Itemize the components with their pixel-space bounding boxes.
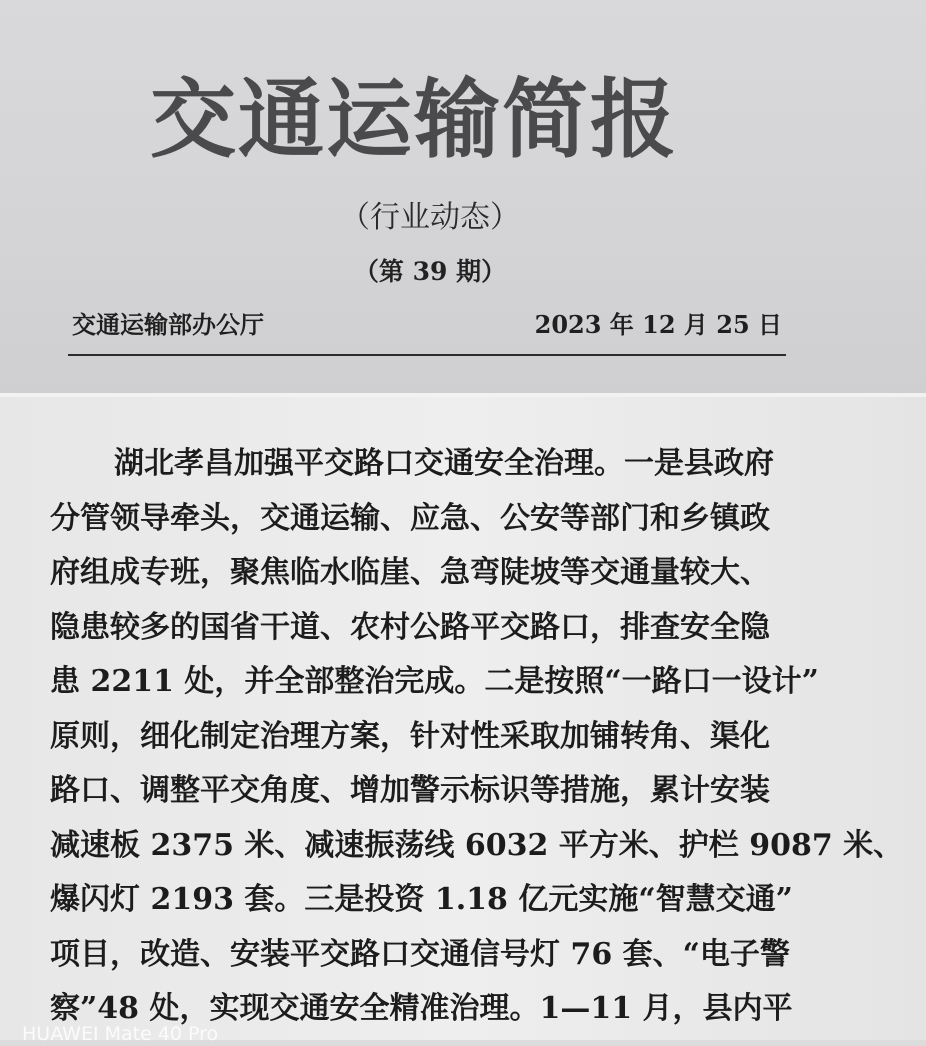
article-line-text: 一是县政府 xyxy=(624,446,774,481)
article-line: 原则，细化制定治理方案，针对性采取加铺转角、渠化 xyxy=(50,718,770,754)
article-lead: 湖北孝昌加强平交路口交通安全治理。 xyxy=(114,446,624,481)
article-line: 府组成专班，聚焦临水临崖、急弯陡坡等交通量较大、 xyxy=(50,555,770,590)
article-line: 爆闪灯 2193 套。三是投资 1.18 亿元实施“智慧交通” xyxy=(50,882,793,917)
masthead-divider xyxy=(68,354,786,356)
bulletin-title: 交通运输简报 xyxy=(150,70,678,170)
article-body xyxy=(50,437,904,1037)
issue-number: （第 39 期） xyxy=(353,257,507,286)
article-line: 患 2211 处，并全部整治完成。二是按照“一路口一设计” xyxy=(50,664,819,699)
article-line: 减速板 2375 米、减速振荡线 6032 平方米、护栏 9087 米、 xyxy=(50,827,904,863)
article-line: 项目，改造、安装平交路口交通信号灯 76 套、“电子警 xyxy=(50,936,790,972)
article-line: 分管领导牵头，交通运输、应急、公安等部门和乡镇政 xyxy=(50,500,770,536)
camera-watermark: HUAWEI Mate 40 Pro xyxy=(22,1023,219,1045)
masthead-photo xyxy=(0,0,926,393)
article-line: 察”48 处，实现交通安全精准治理。1—11 月，县内平 xyxy=(50,991,793,1026)
issue-date: 2023 年 12 月 25 日 xyxy=(534,310,782,339)
issuing-office: 交通运输部办公厅 xyxy=(72,310,264,339)
article-line xyxy=(50,437,870,492)
bulletin-subtitle: （行业动态） xyxy=(340,200,520,235)
article-line: 隐患较多的国省干道、农村公路平交路口，排查安全隐 xyxy=(50,609,770,645)
article-line: 路口、调整平交角度、增加警示标识等措施，累计安装 xyxy=(50,773,770,808)
